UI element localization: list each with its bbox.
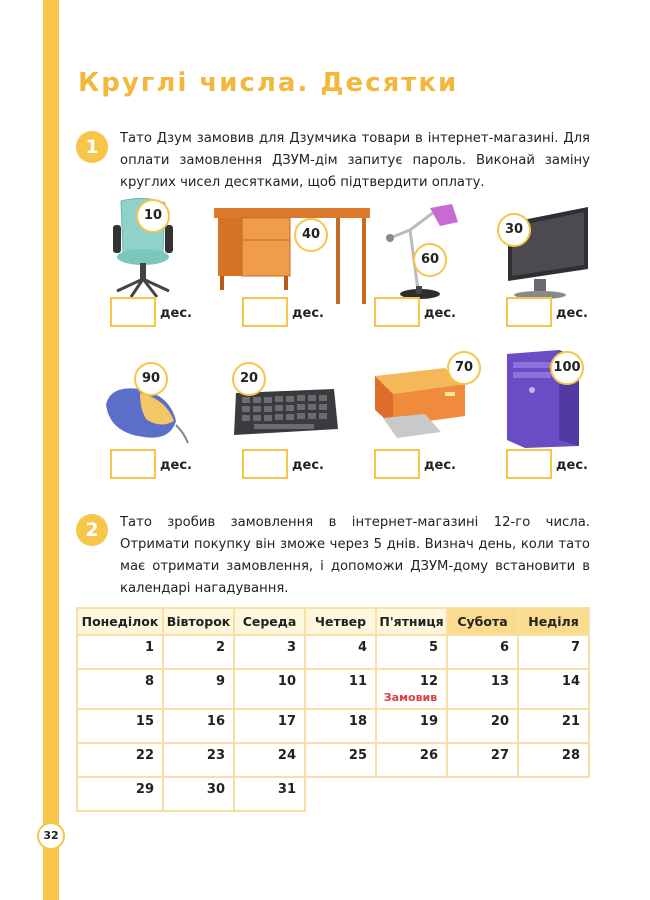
calendar-day[interactable]: 22 [77, 743, 163, 777]
calendar-day[interactable]: 27 [447, 743, 518, 777]
calendar-day[interactable]: 2 [163, 635, 234, 669]
calendar-day[interactable]: 25 [305, 743, 376, 777]
desk-answer-box[interactable] [242, 297, 288, 327]
calendar-day[interactable]: 5 [376, 635, 447, 669]
calendar-day[interactable]: 8 [77, 669, 163, 709]
calendar-day[interactable]: 1 [77, 635, 163, 669]
calendar-day[interactable]: 10 [234, 669, 305, 709]
system-unit-unit-label: дес. [556, 458, 588, 473]
calendar-empty-cell [447, 777, 518, 811]
calendar-week-row [77, 709, 589, 743]
calendar-day[interactable]: 28 [518, 743, 589, 777]
monitor-answer-box[interactable] [506, 297, 552, 327]
desk-icon [214, 208, 370, 304]
day-header-tuesday: Вівторок [163, 608, 234, 635]
system-unit-number-badge: 100 [550, 351, 584, 385]
calendar-day[interactable]: 17 [234, 709, 305, 743]
lamp-number-badge: 60 [413, 243, 447, 277]
calendar-day[interactable]: 16 [163, 709, 234, 743]
calendar-day[interactable]: 4 [305, 635, 376, 669]
calendar-empty-cell [518, 777, 589, 811]
calendar-day-order[interactable] [376, 669, 447, 709]
mouse-number-badge: 90 [134, 362, 168, 396]
calendar-header-row [77, 608, 589, 635]
day-header-sunday: Неділя [518, 608, 589, 635]
mouse-unit-label: дес. [160, 458, 192, 473]
order-note: Замовив [383, 691, 438, 704]
monitor-number-badge: 30 [497, 213, 531, 247]
calendar-day[interactable]: 9 [163, 669, 234, 709]
calendar-week-row [77, 669, 589, 709]
calendar-day[interactable]: 30 [163, 777, 234, 811]
keyboard-answer-box[interactable] [242, 449, 288, 479]
calendar-empty-cell [376, 777, 447, 811]
monitor-unit-label: дес. [556, 306, 588, 321]
printer-unit-label: дес. [424, 458, 456, 473]
side-bar [43, 0, 59, 900]
calendar-day[interactable]: 14 [518, 669, 589, 709]
page-number: 32 [37, 822, 65, 850]
calendar-day[interactable]: 18 [305, 709, 376, 743]
calendar-day[interactable]: 7 [518, 635, 589, 669]
lamp-unit-label: дес. [424, 306, 456, 321]
calendar-day[interactable]: 3 [234, 635, 305, 669]
printer-answer-box[interactable] [374, 449, 420, 479]
calendar-day[interactable]: 26 [376, 743, 447, 777]
chair-answer-box[interactable] [110, 297, 156, 327]
page-title: Круглі числа. Десятки [78, 68, 459, 98]
calendar-day[interactable]: 6 [447, 635, 518, 669]
calendar-day[interactable]: 21 [518, 709, 589, 743]
calendar-day[interactable]: 23 [163, 743, 234, 777]
task-2-text: Тато зробив замовлення в інтернет-магазині 12-го числа. Отримати покупку він зможе через 5 днів. Визнач день, коли тато має отримати замовлення, і допоможи ДЗУМ-дому встановити в календарі нагадування. [120, 515, 590, 596]
lamp-answer-box[interactable] [374, 297, 420, 327]
calendar-table [76, 607, 590, 812]
desk-unit-label: дес. [292, 306, 324, 321]
mouse-answer-box[interactable] [110, 449, 156, 479]
chair-number-badge: 10 [136, 199, 170, 233]
day-header-thursday: Четвер [305, 608, 376, 635]
calendar-day[interactable]: 20 [447, 709, 518, 743]
task-1-number: 1 [76, 131, 108, 163]
calendar-day[interactable]: 15 [77, 709, 163, 743]
item-desk [214, 208, 370, 304]
calendar-day[interactable]: 19 [376, 709, 447, 743]
day-header-wednesday: Середа [234, 608, 305, 635]
task-1-text: Тато Дзум замовив для Дзумчика товари в інтернет-магазині. Для оплати замовлення ДЗУМ-дім запитує пароль. Виконай заміну круглих чисел десятками, щоб підтвердити оплату. [120, 131, 590, 190]
calendar-week-row [77, 743, 589, 777]
system-unit-answer-box[interactable] [506, 449, 552, 479]
printer-number-badge: 70 [447, 351, 481, 385]
keyboard-unit-label: дес. [292, 458, 324, 473]
calendar-day[interactable]: 31 [234, 777, 305, 811]
desk-number-badge: 40 [294, 218, 328, 252]
day-header-monday: Понеділок [77, 608, 163, 635]
calendar-day[interactable]: 29 [77, 777, 163, 811]
calendar-week-row [77, 777, 589, 811]
calendar-day-number: 12 [419, 674, 438, 689]
day-header-saturday: Субота [447, 608, 518, 635]
calendar-week-row [77, 635, 589, 669]
calendar-day[interactable]: 24 [234, 743, 305, 777]
keyboard-number-badge: 20 [232, 362, 266, 396]
day-header-friday: П'ятниця [376, 608, 447, 635]
calendar-day[interactable]: 11 [305, 669, 376, 709]
calendar-day[interactable]: 13 [447, 669, 518, 709]
chair-unit-label: дес. [160, 306, 192, 321]
calendar-empty-cell [305, 777, 376, 811]
task-2-number: 2 [76, 514, 108, 546]
